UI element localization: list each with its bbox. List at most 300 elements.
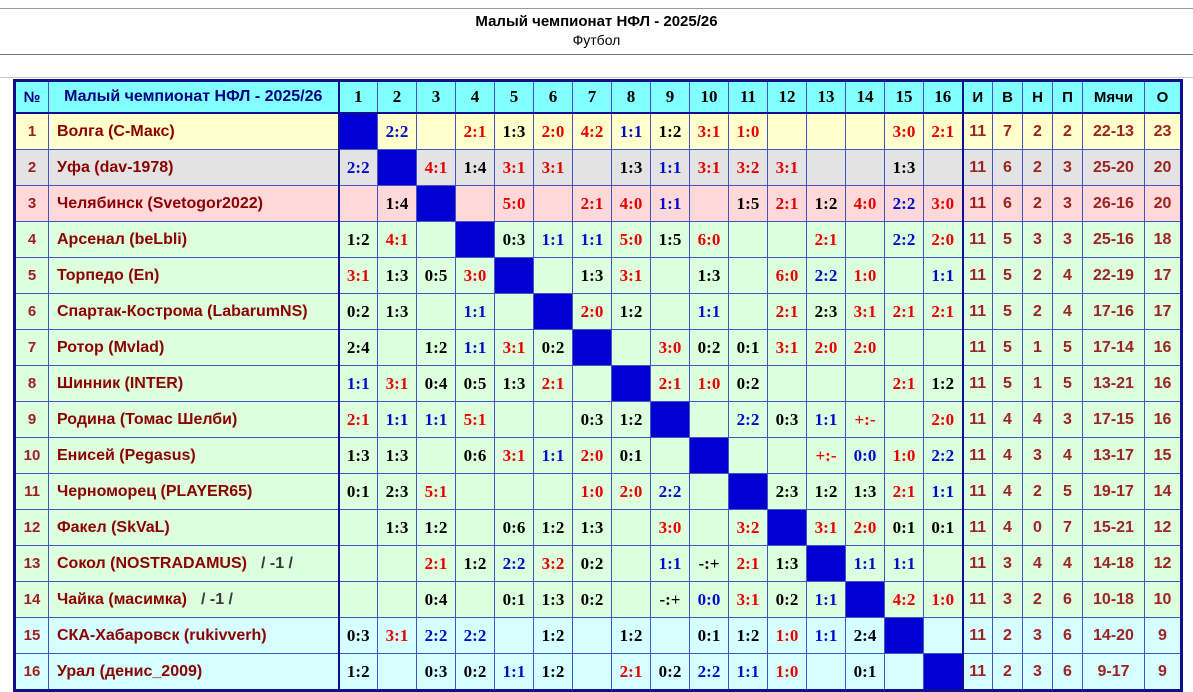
position-number: 2 [15,150,49,186]
stat-games: 11 [963,402,993,438]
team-name-text: Урал (денис_2009) [57,662,203,680]
score-cell-vs-14: 1:1 [846,546,885,582]
stat-wins: 4 [993,510,1023,546]
position-number: 8 [15,366,49,402]
score-cell-vs-9: 1:2 [651,113,690,150]
empty-cell-vs-13 [807,113,846,150]
score-cell-vs-6: 2:1 [534,366,573,402]
empty-cell-vs-8 [612,510,651,546]
score-cell-vs-11: 3:1 [729,582,768,618]
stat-draws: 2 [1023,294,1053,330]
stat-header-draws: Н [1023,81,1053,114]
table-body [15,113,1182,691]
empty-cell-vs-4 [456,186,495,222]
team-row-16 [15,654,1182,691]
team-name-text: Черноморец (PLAYER65) [57,482,253,500]
score-cell-vs-4: 0:6 [456,438,495,474]
score-cell-vs-11: 3:2 [729,510,768,546]
stat-goals: 10-18 [1083,582,1145,618]
stat-games: 11 [963,618,993,654]
score-cell-vs-5: 0:6 [495,510,534,546]
score-cell-vs-6: 3:2 [534,546,573,582]
score-cell-vs-5: 3:1 [495,438,534,474]
score-cell-vs-1: 1:3 [339,438,378,474]
score-cell-vs-16: 1:0 [924,582,963,618]
stat-losses: 5 [1053,474,1083,510]
empty-cell-vs-16 [924,618,963,654]
stat-goals: 19-17 [1083,474,1145,510]
stat-points: 17 [1145,258,1182,294]
score-cell-vs-14: 1:0 [846,258,885,294]
empty-cell-vs-5 [495,618,534,654]
empty-cell-vs-4 [456,510,495,546]
position-number: 9 [15,402,49,438]
round-header-4: 4 [456,81,495,114]
score-cell-vs-10: 0:1 [690,618,729,654]
score-cell-vs-5: 2:2 [495,546,534,582]
empty-cell-vs-6 [534,474,573,510]
score-cell-vs-7: 1:1 [573,222,612,258]
stat-points: 12 [1145,510,1182,546]
score-cell-vs-8: 1:3 [612,150,651,186]
stat-wins: 6 [993,186,1023,222]
score-cell-vs-12: 1:3 [768,546,807,582]
team-name [49,546,339,582]
score-cell-vs-10: 2:2 [690,654,729,691]
score-cell-vs-15: 2:2 [885,222,924,258]
score-cell-vs-7: 4:2 [573,113,612,150]
score-cell-vs-2: 1:4 [378,186,417,222]
score-cell-vs-1: 2:1 [339,402,378,438]
stat-games: 11 [963,510,993,546]
stat-points: 16 [1145,330,1182,366]
team-name-text: Спартак-Кострома (LabarumNS) [57,302,308,320]
score-cell-vs-1: 1:2 [339,222,378,258]
score-cell-vs-15: 1:0 [885,438,924,474]
diagonal-cell [885,618,924,654]
empty-cell-vs-14 [846,113,885,150]
empty-cell-vs-11 [729,222,768,258]
stat-goals: 15-21 [1083,510,1145,546]
page-title: Малый чемпионат НФЛ - 2025/26 [475,13,718,30]
position-number: 13 [15,546,49,582]
team-row-15 [15,618,1182,654]
score-cell-vs-14: 2:4 [846,618,885,654]
stat-goals: 17-14 [1083,330,1145,366]
round-header-7: 7 [573,81,612,114]
stat-games: 11 [963,546,993,582]
empty-cell-vs-12 [768,222,807,258]
score-cell-vs-13: 1:2 [807,474,846,510]
stat-points: 16 [1145,402,1182,438]
score-cell-vs-11: 1:0 [729,113,768,150]
score-cell-vs-8: 0:1 [612,438,651,474]
empty-cell-vs-8 [612,546,651,582]
score-cell-vs-16: 2:1 [924,294,963,330]
score-cell-vs-16: 2:1 [924,113,963,150]
score-cell-vs-4: 0:5 [456,366,495,402]
score-cell-vs-15: 2:2 [885,186,924,222]
score-cell-vs-5: 0:3 [495,222,534,258]
empty-cell-vs-13 [807,150,846,186]
score-cell-vs-15: 4:2 [885,582,924,618]
stat-losses: 7 [1053,510,1083,546]
page [0,8,1193,692]
score-cell-vs-14: 4:0 [846,186,885,222]
position-number: 4 [15,222,49,258]
diagonal-cell [378,150,417,186]
score-cell-vs-13: 1:1 [807,582,846,618]
round-header-1: 1 [339,81,378,114]
team-name-text: Ротор (Mvlad) [57,338,165,356]
score-cell-vs-6: 1:1 [534,438,573,474]
score-cell-vs-15: 3:0 [885,113,924,150]
stat-games: 11 [963,186,993,222]
round-header-12: 12 [768,81,807,114]
score-cell-vs-11: 1:5 [729,186,768,222]
team-row-5 [15,258,1182,294]
round-header-8: 8 [612,81,651,114]
position-number: 1 [15,113,49,150]
team-name [49,402,339,438]
team-row-14 [15,582,1182,618]
score-cell-vs-5: 1:3 [495,113,534,150]
team-name [49,330,339,366]
score-cell-vs-3: 0:4 [417,582,456,618]
diagonal-cell [495,258,534,294]
stat-games: 11 [963,113,993,150]
score-cell-vs-11: 1:2 [729,618,768,654]
stat-goals: 25-20 [1083,150,1145,186]
score-cell-vs-14: 3:1 [846,294,885,330]
empty-cell-vs-4 [456,474,495,510]
empty-cell-vs-7 [573,618,612,654]
team-name [49,150,339,186]
stat-draws: 1 [1023,330,1053,366]
empty-cell-vs-12 [768,366,807,402]
score-cell-vs-7: 1:0 [573,474,612,510]
score-cell-vs-3: 0:3 [417,654,456,691]
stat-games: 11 [963,222,993,258]
score-cell-vs-7: 2:0 [573,294,612,330]
score-cell-vs-13: 2:2 [807,258,846,294]
score-cell-vs-15: 2:1 [885,474,924,510]
empty-cell-vs-12 [768,438,807,474]
score-cell-vs-11: 3:2 [729,150,768,186]
empty-cell-vs-9 [651,438,690,474]
score-cell-vs-6: 0:2 [534,330,573,366]
team-name-text: Енисей (Pegasus) [57,446,196,464]
team-name-text: Родина (Томас Шелби) [57,410,238,428]
empty-cell-vs-6 [534,186,573,222]
score-cell-vs-12: 0:3 [768,402,807,438]
empty-cell-vs-15 [885,330,924,366]
diagonal-cell [690,438,729,474]
score-cell-vs-15: 1:3 [885,150,924,186]
score-cell-vs-6: 1:2 [534,654,573,691]
empty-cell-vs-11 [729,258,768,294]
results-crosstable [13,79,1183,692]
score-cell-vs-1: 0:3 [339,618,378,654]
score-cell-vs-9: 1:1 [651,186,690,222]
stat-losses: 4 [1053,438,1083,474]
score-cell-vs-12: 3:1 [768,330,807,366]
score-cell-vs-12: 1:0 [768,618,807,654]
stat-goals: 22-19 [1083,258,1145,294]
score-cell-vs-10: 6:0 [690,222,729,258]
score-cell-vs-10: -:+ [690,546,729,582]
score-cell-vs-3: 1:2 [417,330,456,366]
empty-cell-vs-7 [573,654,612,691]
team-name [49,113,339,150]
team-row-13 [15,546,1182,582]
score-cell-vs-7: 0:2 [573,546,612,582]
score-cell-vs-8: 1:2 [612,294,651,330]
score-cell-vs-12: 2:1 [768,186,807,222]
stat-points: 17 [1145,294,1182,330]
stat-losses: 6 [1053,654,1083,691]
score-cell-vs-6: 1:2 [534,618,573,654]
diagonal-cell [417,186,456,222]
score-cell-vs-5: 0:1 [495,582,534,618]
position-number: 16 [15,654,49,691]
stat-goals: 13-17 [1083,438,1145,474]
score-cell-vs-10: 3:1 [690,113,729,150]
penalty-suffix: / -1 / [260,554,293,572]
stat-games: 11 [963,150,993,186]
stat-draws: 0 [1023,510,1053,546]
stat-draws: 3 [1023,618,1053,654]
stat-draws: 3 [1023,222,1053,258]
stat-wins: 5 [993,258,1023,294]
diagonal-cell [807,546,846,582]
empty-cell-vs-2 [378,330,417,366]
empty-cell-vs-8 [612,330,651,366]
score-cell-vs-1: 2:4 [339,330,378,366]
score-cell-vs-4: 1:4 [456,150,495,186]
spacer [0,55,1193,77]
empty-cell-vs-16 [924,330,963,366]
score-cell-vs-1: 0:2 [339,294,378,330]
diagonal-cell [846,582,885,618]
score-cell-vs-3: 1:2 [417,510,456,546]
score-cell-vs-12: 6:0 [768,258,807,294]
empty-cell-vs-2 [378,546,417,582]
score-cell-vs-13: 1:1 [807,618,846,654]
stat-draws: 2 [1023,474,1053,510]
stat-losses: 6 [1053,582,1083,618]
stat-draws: 4 [1023,402,1053,438]
team-row-10 [15,438,1182,474]
empty-cell-vs-12 [768,113,807,150]
score-cell-vs-6: 1:1 [534,222,573,258]
empty-cell-vs-6 [534,258,573,294]
diagonal-cell [573,330,612,366]
team-name-text: Челябинск (Svetogor2022) [57,194,263,212]
score-cell-vs-8: 4:0 [612,186,651,222]
stat-losses: 4 [1053,294,1083,330]
position-number: 7 [15,330,49,366]
score-cell-vs-9: 1:5 [651,222,690,258]
score-cell-vs-2: 1:3 [378,510,417,546]
stat-header-goals: Мячи [1083,81,1145,114]
score-cell-vs-9: 2:2 [651,474,690,510]
score-cell-vs-8: 2:1 [612,654,651,691]
team-name-text: Чайка (масимка) [57,590,187,608]
score-cell-vs-13: 2:0 [807,330,846,366]
empty-cell-vs-2 [378,582,417,618]
empty-cell-vs-14 [846,150,885,186]
score-cell-vs-7: 1:3 [573,510,612,546]
stat-wins: 3 [993,546,1023,582]
stat-wins: 7 [993,113,1023,150]
team-row-2 [15,150,1182,186]
empty-cell-vs-9 [651,258,690,294]
empty-cell-vs-16 [924,150,963,186]
team-name [49,366,339,402]
empty-cell-vs-5 [495,294,534,330]
score-cell-vs-16: 2:0 [924,222,963,258]
round-header-15: 15 [885,81,924,114]
stat-wins: 5 [993,366,1023,402]
stat-goals: 13-21 [1083,366,1145,402]
stat-games: 11 [963,474,993,510]
stat-games: 11 [963,258,993,294]
score-cell-vs-8: 1:2 [612,402,651,438]
score-cell-vs-14: 0:0 [846,438,885,474]
score-cell-vs-1: 1:1 [339,366,378,402]
score-cell-vs-7: 0:2 [573,582,612,618]
score-cell-vs-4: 1:1 [456,294,495,330]
score-cell-vs-12: 2:1 [768,294,807,330]
score-cell-vs-6: 2:0 [534,113,573,150]
round-header-3: 3 [417,81,456,114]
score-cell-vs-5: 1:1 [495,654,534,691]
score-cell-vs-12: 3:1 [768,150,807,186]
empty-cell-vs-13 [807,366,846,402]
stat-points: 15 [1145,438,1182,474]
divider-line-above-table [0,77,1193,78]
stat-wins: 4 [993,474,1023,510]
score-cell-vs-4: 2:2 [456,618,495,654]
diagonal-cell [651,402,690,438]
empty-cell-vs-4 [456,582,495,618]
score-cell-vs-2: 1:3 [378,294,417,330]
stat-losses: 3 [1053,222,1083,258]
score-cell-vs-5: 3:1 [495,150,534,186]
stat-wins: 5 [993,222,1023,258]
stat-losses: 3 [1053,150,1083,186]
score-cell-vs-3: 2:2 [417,618,456,654]
stat-wins: 2 [993,654,1023,691]
score-cell-vs-16: 1:2 [924,366,963,402]
score-cell-vs-3: 0:5 [417,258,456,294]
diagonal-cell [924,654,963,691]
score-cell-vs-15: 2:1 [885,294,924,330]
round-header-2: 2 [378,81,417,114]
round-header-13: 13 [807,81,846,114]
stat-goals: 9-17 [1083,654,1145,691]
score-cell-vs-4: 0:2 [456,654,495,691]
position-number: 11 [15,474,49,510]
score-cell-vs-14: +:- [846,402,885,438]
empty-cell-vs-1 [339,510,378,546]
round-header-6: 6 [534,81,573,114]
empty-cell-vs-1 [339,582,378,618]
score-cell-vs-11: 2:2 [729,402,768,438]
score-cell-vs-2: 2:3 [378,474,417,510]
score-cell-vs-8: 1:2 [612,618,651,654]
empty-cell-vs-10 [690,402,729,438]
empty-cell-vs-7 [573,366,612,402]
score-cell-vs-2: 2:2 [378,113,417,150]
score-cell-vs-6: 3:1 [534,150,573,186]
score-cell-vs-10: 3:1 [690,150,729,186]
diagonal-cell [768,510,807,546]
team-name [49,654,339,691]
stat-wins: 5 [993,294,1023,330]
header-row [15,81,1182,114]
team-name [49,294,339,330]
score-cell-vs-6: 1:3 [534,582,573,618]
score-cell-vs-13: 2:3 [807,294,846,330]
diagonal-cell [534,294,573,330]
stat-points: 16 [1145,366,1182,402]
stat-losses: 3 [1053,186,1083,222]
empty-cell-vs-10 [690,510,729,546]
stat-games: 11 [963,438,993,474]
score-cell-vs-12: 0:2 [768,582,807,618]
score-cell-vs-9: 0:2 [651,654,690,691]
stat-losses: 5 [1053,366,1083,402]
stat-points: 14 [1145,474,1182,510]
stat-wins: 2 [993,618,1023,654]
score-cell-vs-16: 1:1 [924,474,963,510]
stat-draws: 2 [1023,258,1053,294]
empty-cell-vs-11 [729,294,768,330]
team-row-11 [15,474,1182,510]
score-cell-vs-10: 1:0 [690,366,729,402]
team-name-text: Арсенал (beLbli) [57,230,188,248]
stat-losses: 2 [1053,113,1083,150]
position-number: 10 [15,438,49,474]
stat-wins: 5 [993,330,1023,366]
stat-points: 10 [1145,582,1182,618]
score-cell-vs-8: 5:0 [612,222,651,258]
stat-goals: 22-13 [1083,113,1145,150]
team-name [49,582,339,618]
stat-draws: 2 [1023,150,1053,186]
empty-cell-vs-5 [495,474,534,510]
team-row-3 [15,186,1182,222]
stat-header-wins: В [993,81,1023,114]
team-row-8 [15,366,1182,402]
score-cell-vs-15: 1:1 [885,546,924,582]
team-name-text: Уфа (dav-1978) [57,158,174,176]
stat-draws: 3 [1023,438,1053,474]
team-name-text: Торпедо (En) [57,266,160,284]
stat-draws: 4 [1023,546,1053,582]
stat-points: 9 [1145,618,1182,654]
empty-cell-vs-1 [339,186,378,222]
empty-cell-vs-9 [651,618,690,654]
round-header-14: 14 [846,81,885,114]
stat-goals: 25-16 [1083,222,1145,258]
score-cell-vs-1: 0:1 [339,474,378,510]
score-cell-vs-16: 2:2 [924,438,963,474]
score-cell-vs-9: 1:1 [651,150,690,186]
team-row-4 [15,222,1182,258]
